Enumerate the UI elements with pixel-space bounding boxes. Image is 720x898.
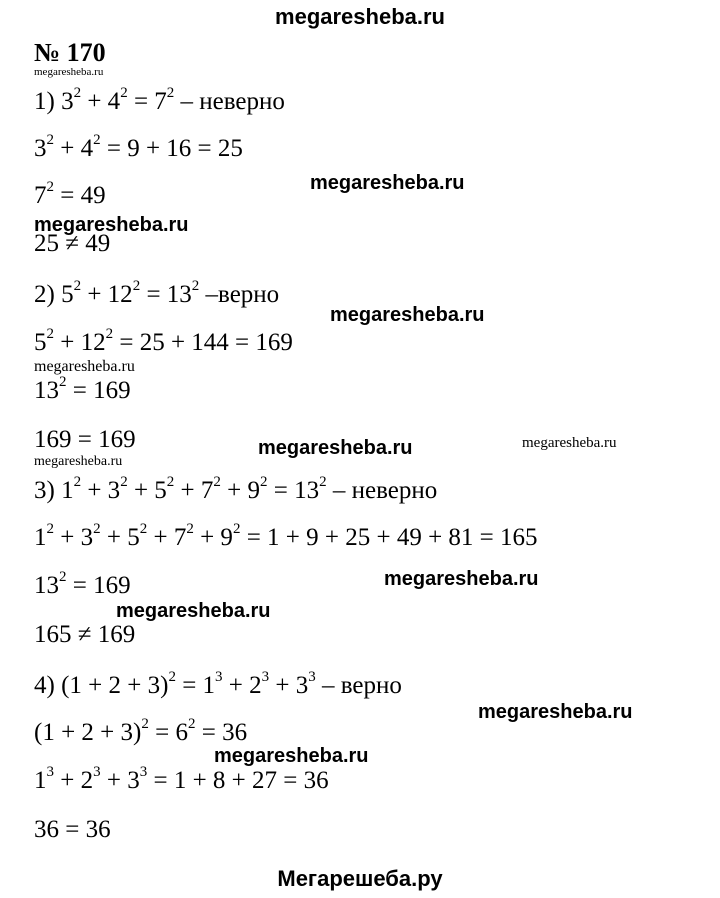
solution-line: $5^2 + 12^2 = 25 + 144 = 169$ <box>34 326 293 356</box>
site-header: megaresheba.ru <box>275 4 445 29</box>
solution-line: $13^2 = 169$ <box>34 374 131 404</box>
solution-line: $13^2 = 169$ <box>34 569 131 599</box>
solution-line: 4) $(1 + 2 + 3)^2 = 1^3 + 2^3 + 3^3$ – верно <box>34 669 402 699</box>
watermark: megaresheba.ru <box>34 358 135 375</box>
solution-line: $3^2 + 4^2 = 9 + 16 = 25$ <box>34 132 243 162</box>
watermark: megaresheba.ru <box>258 437 413 459</box>
watermark: megaresheba.ru <box>478 701 633 723</box>
solution-line: $7^2 = 49$ <box>34 179 106 209</box>
watermark: megaresheba.ru <box>384 568 539 590</box>
watermark: megaresheba.ru <box>34 454 123 469</box>
solution-line: 1) $3^2 + 4^2 = 7^2$ – неверно <box>34 85 285 115</box>
solution-line: 36 = 36 <box>34 816 111 843</box>
solution-line: $(1 + 2 + 3)^2 = 6^2 = 36$ <box>34 716 248 746</box>
watermark: megaresheba.ru <box>34 66 104 78</box>
watermark: megaresheba.ru <box>330 304 485 326</box>
watermark: megaresheba.ru <box>310 172 465 194</box>
solution-line: $1^3 + 2^3 + 3^3 = 1 + 8 + 27 = 36$ <box>34 764 329 794</box>
solution-line: 3) $1^2 + 3^2 + 5^2 + 7^2 + 9^2 = 13^2$ – неверно <box>34 474 438 504</box>
watermark: megaresheba.ru <box>116 600 271 622</box>
site-footer: Мегарешеба.ру <box>277 866 443 891</box>
solution-line: 25 ≠ 49 <box>34 230 111 257</box>
watermark: megaresheba.ru <box>34 214 189 236</box>
problem-title: № 170 <box>34 38 106 67</box>
solution-line: $1^2 + 3^2 + 5^2 + 7^2 + 9^2 = 1 + 9 + 25 + 49 + 81 = 165$ <box>34 521 538 551</box>
watermark: megaresheba.ru <box>214 745 369 767</box>
watermark: megaresheba.ru <box>522 435 617 451</box>
solution-line: 169 = 169 <box>34 426 136 453</box>
solution-line: 165 ≠ 169 <box>34 621 136 648</box>
solution-line: 2) $5^2 + 12^2 = 13^2$ –верно <box>34 278 280 308</box>
